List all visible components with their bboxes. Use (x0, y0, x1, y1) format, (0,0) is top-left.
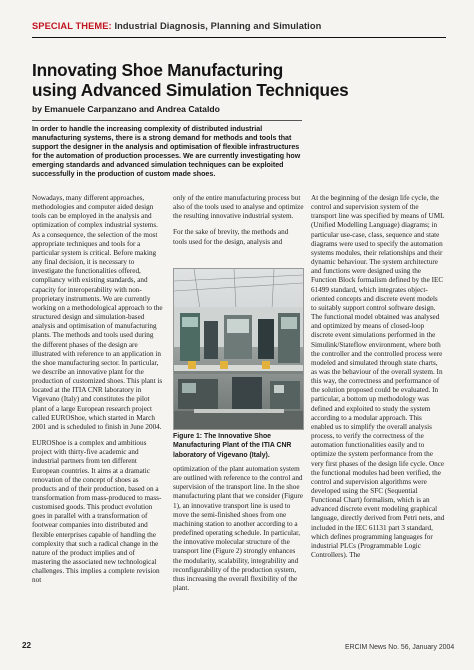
body-column-1 (32, 194, 163, 593)
article-title-line-1: Innovating Shoe Manufacturing (32, 60, 284, 80)
section-header-text (32, 21, 446, 31)
body-paragraph: EUROShoe is a complex and ambitious project with thirty-five academic and industrial partners from ten different European countries. It aims at a dramatic renovation of the concept of shoes as products and of their production, based on a transformation from mass-produced to mass-customised goods. This product evolution goes in parallel with a transformation of footwear companies into distributed and flexible enterprises capable of handling the complexity that such a radical change in the nature of the product implies and of mastering the associated new technological challenges. This implies a complete revision not (32, 439, 162, 585)
special-theme-label: SPECIAL THEME: (32, 21, 112, 31)
body-paragraph: For the sake of brevity, the methods and tools used for the design, analysis and (173, 228, 289, 246)
body-column-2-top (173, 194, 304, 254)
abstract-divider (32, 120, 302, 121)
page-number: 22 (22, 641, 32, 650)
article-authors: by Emanuele Carpanzano and Andrea Cataldo (32, 104, 220, 114)
issue-footer: ERCIM News No. 56, January 2004 (345, 644, 455, 651)
article-abstract: In order to handle the increasing complexity of distributed industrial manufacturing systems, there is a strong demand for methods and tools that support the designer in the analysis and optimisation of flexible infrastructures for the automation of production processes. We are currently investigating how emerging standards and advanced simulation techniques can be exploited successfully in the production of custom made shoes. (32, 125, 301, 179)
figure-1-plant-photo (173, 268, 304, 430)
body-paragraph: At the beginning of the design life cycle, the control and supervision system of the transport line was specified by means of UML (Unified Modelling Language) diagrams; in particular use-case, class, sequence and state diagrams were used to specify the automation systems modules, their relationships and their dynamic behaviour. The system architecture and functions were designed using the Function Block formalism defined by the IEC 61499 standard, which integrates object-oriented concepts and discrete event models to suitably support control software design. The functional model obtained was analysed and optimized by means of closed-loop discrete event simulations performed in the Simulink/Stateflow environment, where both the controller and the controlled process were modeled and simulated through state charts, as was the behaviour of the overall system. In this way, the correctness and performance of the solution proposed could be evaluated. In particular, a bottom up methodology was defined and exploited to study the system according to a modular approach. This enabled us to simplify the overall analysis process, to verify the correctness of the automation functionalities easily and to optimize the system performance from the very first phases of the design life cycle. Once the functional modules had been verified, the control and supervision algorithms were developed using the SFC (Sequential Functional Chart) formalism, which is an advanced discrete event modeling graphical language, directly derived from Petri nets, and included in the IEC 61131 part 3 standard, which defines programming languages for industrial PLCs (Programmable Logic Controllers). The (311, 194, 445, 560)
body-column-3 (311, 194, 445, 567)
figure-1-caption: Figure 1: The Innovative Shoe Manufacturing Plant of the ITIA CNR laboratory of Vigevano (Italy). (173, 433, 292, 459)
body-paragraph: optimization of the plant automation system are outlined with reference to the control and supervision of the transport line. In the shoe manufacturing plant that we consider (Figure 1), an innovative transport line is used to move the semi-finished shoes from one machining station to another according to a predefined operating schedule. In particular, the innovative molecular structure of the transport line (Figure 2) strongly enhances the modularity, scalability, integrability and reconfigurability of the production system, thus increasing the overall flexibility of the plant. (173, 465, 303, 593)
section-header (32, 21, 446, 38)
body-column-2-bottom (173, 465, 304, 600)
body-paragraph: only of the entire manufacturing process but also of the tools used to analyse and optimize the resulting innovative industrial system. (173, 194, 304, 221)
article-title-line-2: using Advanced Simulation Techniques (32, 79, 349, 100)
article-title (32, 61, 442, 100)
special-theme-title: Industrial Diagnosis, Planning and Simulation (114, 21, 322, 31)
body-paragraph: Nowadays, many different approaches, methodologies and computer aided design tools can be employed in the analysis and optimization of complex industrial systems. As a consequence, the selection of the most appropriate techniques and tools for a particular system is critical. Before making any final decision, it is necessary to investigate the functionalities offered, compliancy with existing standards, and capacity for interoperability with non-proprietary instruments. We are currently working on a methodological approach to the structured design and simulation-based analysis and optimisation of manufacturing plants. The methods and tools used during the different phases of the design are illustrated with reference to an application in the shoe manufacturing sector. In particular, we describe an innovative plant for the production of customized shoes. This plant is located at the ITIA CNR laboratory in Vigevano (Italy) and constitutes the pilot plant of a large European research project called EUROShoe, which started in March 2001 and is scheduled to finish in June 2004. (32, 194, 163, 431)
